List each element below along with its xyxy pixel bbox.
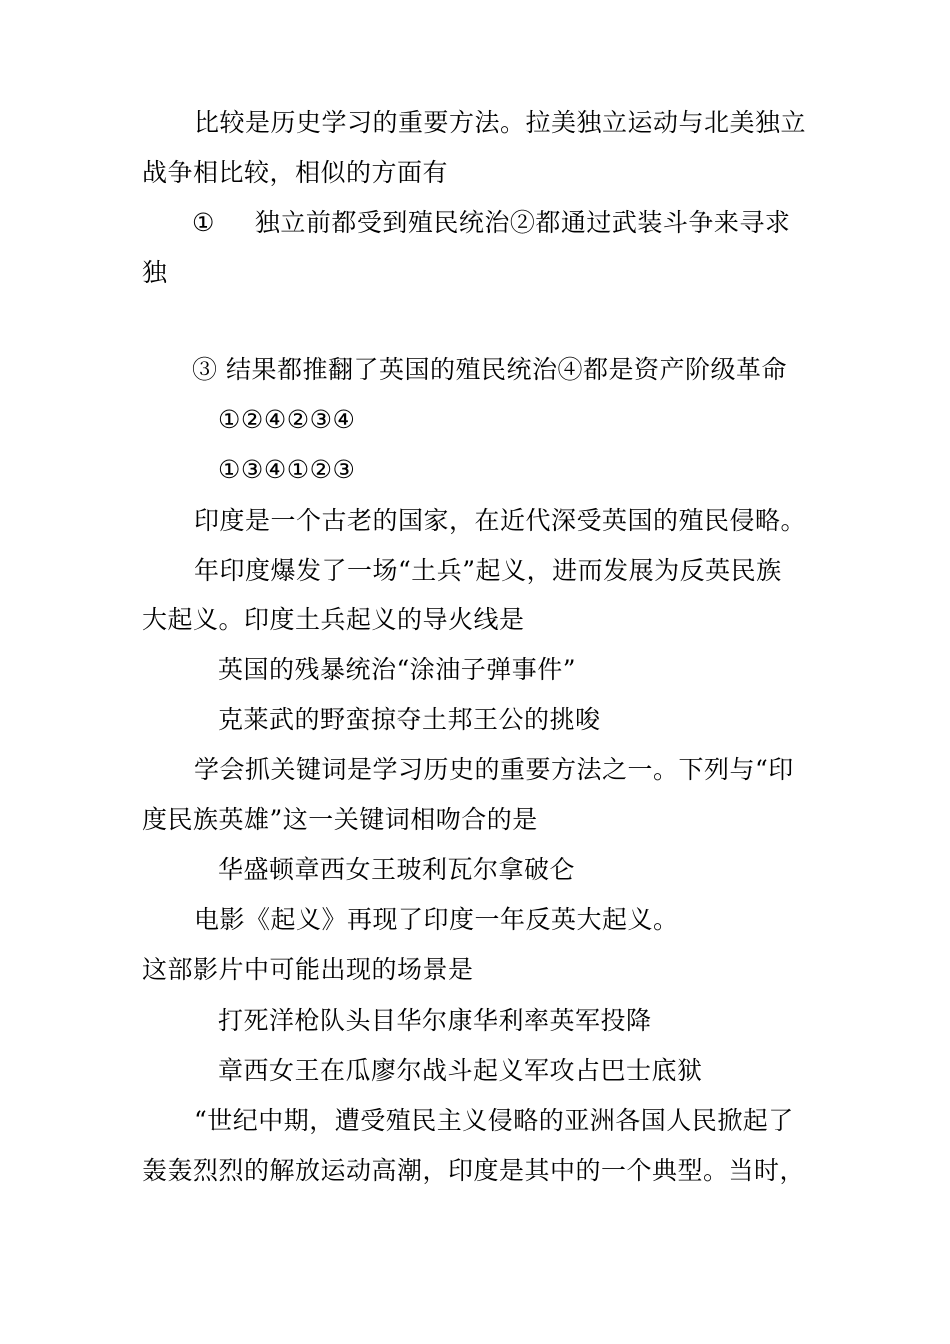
q1-item-1 bbox=[192, 206, 790, 240]
q4-options-line-2: 章西女王在瓜廖尔战斗起义军攻占巴士底狱 bbox=[218, 1056, 703, 1085]
q2-stem-line-2: 大起义。印度土兵起义的导火线是 bbox=[142, 605, 525, 634]
q1-item-1-text: 独立前都受到殖民统治②都通过武装斗争来寻求 bbox=[254, 208, 791, 237]
q4-stem-line-1: 电影《起义》再现了印度一年反英大起义。 bbox=[194, 905, 679, 934]
q3-stem-line-1: 学会抓关键词是学习历史的重要方法之一。下列与“印 bbox=[194, 755, 794, 784]
q1-item-1-wrap: 独 bbox=[142, 258, 168, 287]
q4-stem-line-2: 这部影片中可能出现的场景是 bbox=[142, 955, 474, 984]
q2-stem-line-1: 年印度爆发了一场“土兵”起义，进而发展为反英民族 bbox=[194, 556, 782, 585]
q1-item-1-marker: ① bbox=[192, 208, 215, 237]
q2-options-line-2: 克莱武的野蛮掠夺土邦王公的挑唆 bbox=[218, 705, 601, 734]
q1-stem-line-1: 比较是历史学习的重要方法。拉美独立运动与北美独立 bbox=[194, 108, 807, 137]
q5-stem-line-2: 轰轰烈烈的解放运动高潮，印度是其中的一个典型。当时， bbox=[142, 1156, 806, 1185]
q2-options-line-1: 英国的残暴统治“涂油子弹事件” bbox=[218, 655, 577, 684]
q3-options-line-1: 华盛顿章西女王玻利瓦尔拿破仑 bbox=[218, 855, 576, 884]
q1-item-3: ③ 结果都推翻了英国的殖民统治④都是资产阶级革命 bbox=[192, 355, 787, 384]
q1-options-line-1: ①②④②③④ bbox=[218, 405, 356, 434]
q2-intro: 印度是一个古老的国家，在近代深受英国的殖民侵略。 bbox=[194, 506, 807, 535]
q3-stem-line-2: 度民族英雄”这一关键词相吻合的是 bbox=[142, 805, 538, 834]
q1-stem-line-2: 战争相比较，相似的方面有 bbox=[142, 158, 449, 187]
q1-options-line-2: ①③④①②③ bbox=[218, 455, 356, 484]
q4-options-line-1: 打死洋枪队头目华尔康华利率英军投降 bbox=[218, 1006, 652, 1035]
q5-stem-line-1: “世纪中期，遭受殖民主义侵略的亚洲各国人民掀起了 bbox=[194, 1106, 794, 1135]
